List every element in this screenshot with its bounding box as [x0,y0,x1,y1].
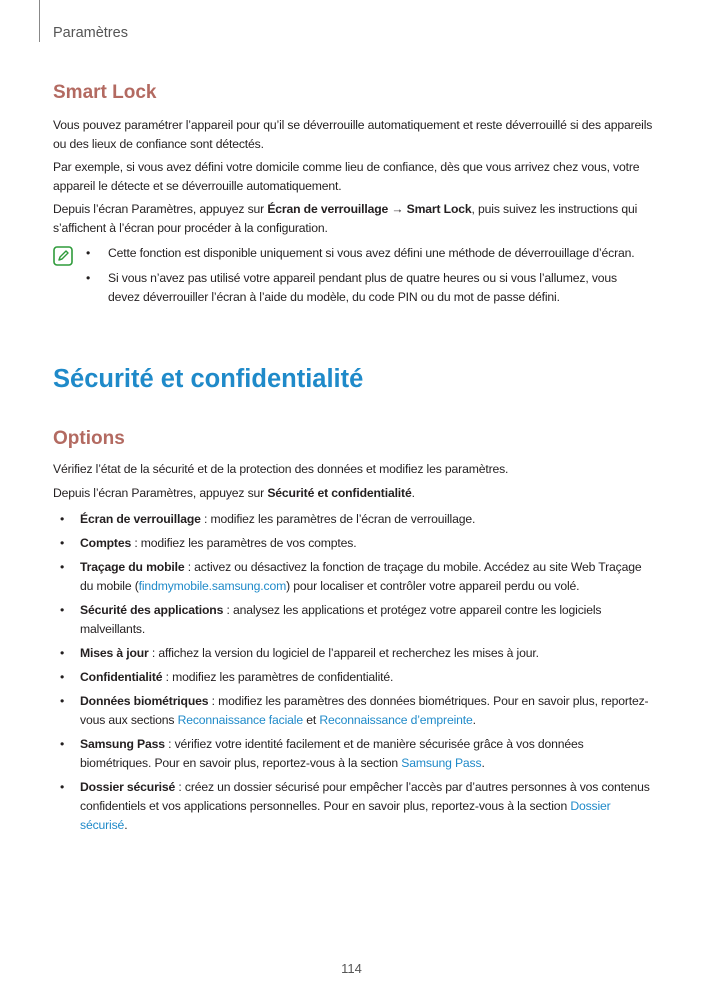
menu-path-term: Sécurité et confidentialité [267,486,412,500]
bullet-icon: • [60,694,65,708]
option-term: Traçage du mobile [80,560,185,574]
option-text: : analysez les applications et protégez votre appareil contre les logiciels malveillants. [80,603,602,636]
option-text: ) pour localiser et contrôler votre appareil perdu ou volé. [286,579,580,593]
option-term: Mises à jour [80,646,149,660]
bullet-icon: • [60,737,65,751]
list-item [60,778,650,835]
text-run: → [388,202,407,216]
list-item [60,692,650,730]
fingerprint-recognition-link[interactable]: Reconnaissance d’empreinte [319,713,473,727]
option-term: Données biométriques [80,694,209,708]
option-text: et [303,713,320,727]
header-divider [39,0,40,42]
note-text: Cette fonction est disponible uniquement si vous avez défini une méthode de déverrouillage d’écran. [108,246,635,260]
text-run: . [411,486,415,500]
smart-lock-paragraph-1: Vous pouvez paramétrer l’appareil pour qu’il se déverrouille automatiquement et reste déverrouillé si des appareils ou des lieux de confiance sont détectés. [53,118,653,151]
bullet-icon: • [60,560,65,574]
option-text: : vérifiez votre identité facilement et de manière sécurisée grâce à vos données biométriques. Pour en savoir plus, reportez-vous à la section [80,737,584,770]
option-text: . [472,713,476,727]
samsung-pass-link[interactable]: Samsung Pass [401,756,482,770]
option-text: . [124,818,128,832]
option-text: : modifiez les paramètres de l’écran de verrouillage. [200,512,476,526]
options-path [53,484,653,503]
list-item [60,558,650,596]
option-text: : modifiez les paramètres de vos comptes. [131,536,357,550]
option-term: Confidentialité [80,670,163,684]
list-item [60,601,650,639]
menu-path-term: Smart Lock [406,202,472,216]
note-pencil-icon [53,246,73,266]
option-term: Écran de verrouillage [80,512,201,526]
bullet-icon: • [60,780,65,794]
list-item [60,534,650,553]
option-text: : créez un dossier sécurisé pour empêcher l’accès par d’autres personnes à vos contenus confidentiels et vos applications personnelles. Pour en savoir plus, reportez-vous à la section [80,780,650,813]
list-item [60,735,650,773]
bullet-icon: • [60,536,65,550]
bullet-icon: • [60,603,65,617]
text-run: Depuis l’écran Paramètres, appuyez sur [53,202,268,216]
option-text: . [481,756,485,770]
option-term: Samsung Pass [80,737,165,751]
security-chapter-heading: Sécurité et confidentialité [53,365,364,393]
smart-lock-heading: Smart Lock [53,82,157,103]
text-run: Depuis l’écran Paramètres, appuyez sur [53,486,268,500]
option-term: Dossier sécurisé [80,780,176,794]
list-item [86,244,646,263]
smart-lock-notes [86,244,646,313]
option-text: : affichez la version du logiciel de l’appareil et recherchez les mises à jour. [148,646,539,660]
option-text: : activez ou désactivez la fonction de traçage du mobile. Accédez au site Web Traçage du mobile ( [80,560,642,593]
options-list [60,510,650,840]
note-text: Si vous n’avez pas utilisé votre appareil pendant plus de quatre heures ou si vous l’allumez, vous devez déverrouiller l’écran à l’aide du modèle, du code PIN ou du mot de passe défini. [108,271,617,304]
text-run: , puis suivez les instructions qui s’affichent à l’écran pour procéder à la configuration. [53,202,638,235]
smart-lock-paragraph-2: Par exemple, si vous avez défini votre domicile comme lieu de confiance, dès que vous arrivez chez vous, votre appareil le détecte et se déverrouille automatiquement. [53,160,640,193]
bullet-icon: • [86,246,91,260]
bullet-icon: • [60,512,65,526]
secure-folder-link[interactable]: Dossier sécurisé [80,799,611,832]
option-text: : modifiez les paramètres des données biométriques. Pour en savoir plus, reportez-vous aux sections [80,694,649,727]
findmymobile-link[interactable]: findmymobile.samsung.com [138,579,287,593]
list-item [60,644,650,663]
running-header: Paramètres [53,25,128,41]
face-recognition-link[interactable]: Reconnaissance faciale [177,713,303,727]
list-item [60,668,650,687]
bullet-icon: • [60,646,65,660]
bullet-icon: • [86,271,91,285]
option-term: Sécurité des applications [80,603,224,617]
list-item [86,269,646,307]
smart-lock-paragraph-3 [53,200,653,238]
page-number: 114 [341,961,362,976]
menu-path-term: Écran de verrouillage [267,202,389,216]
list-item [60,510,650,529]
options-intro: Vérifiez l’état de la sécurité et de la protection des données et modifiez les paramètres. [53,462,509,476]
option-text: : modifiez les paramètres de confidentialité. [162,670,394,684]
options-heading: Options [53,428,125,449]
option-term: Comptes [80,536,132,550]
bullet-icon: • [60,670,65,684]
